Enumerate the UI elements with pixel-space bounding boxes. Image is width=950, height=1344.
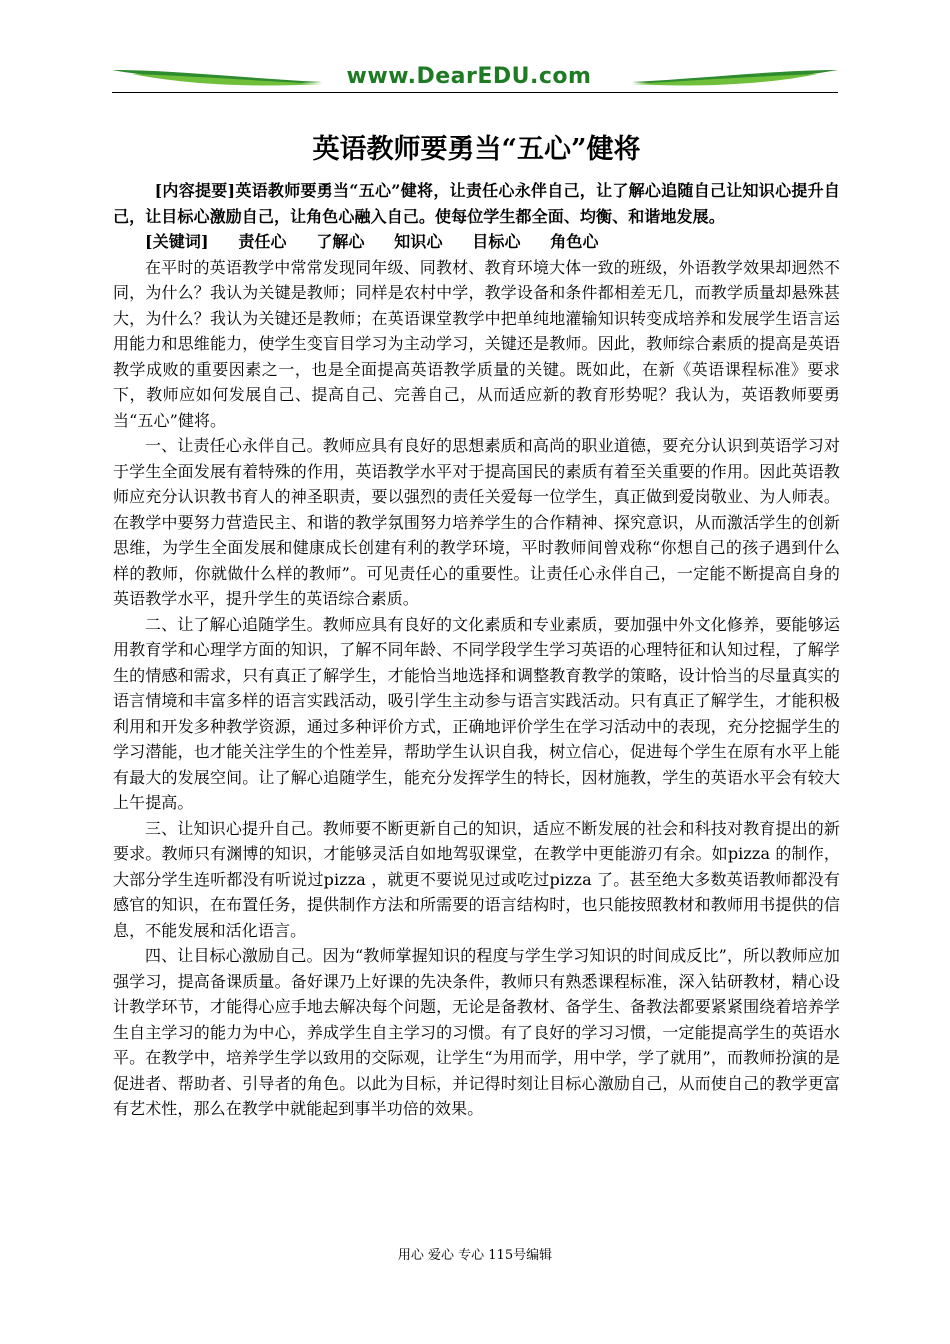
body-paragraph: 二、让了解心追随学生。教师应具有良好的文化素质和专业素质，要加强中外文化修养，要能够运用教育学和心理学方面的知识，了解不同年龄、不同学段学生学习英语的心理特征和认知过程，了解学生的情感和需求，只有真正了解学生，才能恰当地选择和调整教育教学的策略，设计恰当的尽量真实的语言情境和丰富多样的语言实践活动，吸引学生主动参与语言实践活动。只有真正了解学生，才能积极利用和开发多种教学资源，通过多种评价方式，正确地评价学生在学习活动中的表现，充分挖掘学生的学习潜能，也才能关注学生的个性差异，帮助学生认识自我，树立信心，促进每个学生在原有水平上能有最大的发展空间。让了解心追随学生，能充分发挥学生的特长，因材施教，学生的英语水平会有较大上午提高。 bbox=[113, 614, 840, 812]
body-paragraph: 三、让知识心提升自己。教师要不断更新自己的知识，适应不断发展的社会和科技对教育提出的新要求。教师只有渊博的知识，才能够灵活自如地驾驭课堂，在教学中更能游刃有余。如pizza 的制作，大部分学生连听都没有听说过pizza ，就更不要说见过或吃过pizza 了。甚至绝大多数英语教师都没有感官的知识，在布置任务，提供制作方法和所需要的语言结构时，也只能按照教材和教师用书提供的信息，不能发展和活化语言。 bbox=[113, 818, 840, 940]
article bbox=[113, 130, 840, 1122]
body-paragraph: 在平时的英语教学中常常发现同年级、同教材、教育环境大体一致的班级，外语教学效果却迥然不同，为什么？我认为关键是教师；同样是农村中学，教学设备和条件都相差无几，而教学质量却悬殊甚大，为什么？我认为关键还是教师；在英语课堂教学中把单纯地灌输知识转变成培养和发展学生语言运用能力和思维能力，使学生变盲目学习为主动学习，关键还是教师。因此，教师综合素质的提高是英语教学成败的重要因素之一，也是全面提高英语教学质量的关键。既如此，在新《英语课程标准》要求下，教师应如何发展自己、提高自己、完善自己，从而适应新的教育形势呢？我认为，英语教师要勇当“五心”健将。 bbox=[113, 257, 840, 430]
body-paragraph: 四、让目标心激励自己。因为“教师掌握知识的程度与学生学习知识的时间成反比”，所以教师应加强学习，提高备课质量。备好课乃上好课的先决条件，教师只有熟悉课程标准，深入钻研教材，精心设计教学环节，才能得心应手地去解决每个问题，无论是备教材、备学生、备教法都要紧紧围绕着培养学生自主学习的能力为中心，养成学生自主学习的习惯。有了良好的学习习惯，一定能提高学生的英语水平。在教学中，培养学生学以致用的交际观，让学生“为用而学，用中学，学了就用”，而教师扮演的是促进者、帮助者、引导者的角色。以此为目标，并记得时刻让目标心激励自己，从而使自己的教学更富有艺术性，那么在教学中就能起到事半功倍的效果。 bbox=[113, 946, 840, 1118]
abstract: [内容提要]英语教师要勇当“五心”健将，让责任心永伴自己，让了解心追随自己让知识心提升自己，让目标心激励自己，让角色心融入自己。使每位学生都全面、均衡、和谐地发展。 bbox=[113, 181, 840, 226]
keyword: 责任心 bbox=[238, 232, 287, 251]
article-title: 英语教师要勇当“五心”健将 bbox=[312, 134, 641, 165]
keyword: 角色心 bbox=[550, 232, 599, 251]
site-logo: www.DearEDU.com bbox=[346, 64, 592, 89]
keywords bbox=[113, 229, 840, 255]
header-divider bbox=[112, 92, 838, 93]
keyword: 了解心 bbox=[316, 232, 365, 251]
keyword: 知识心 bbox=[394, 232, 443, 251]
page-footer: 用心 爱心 专心 115号编辑 bbox=[397, 1248, 553, 1263]
keywords-label: [关键词] bbox=[145, 232, 209, 251]
body-paragraph: 一、让责任心永伴自己。教师应具有良好的思想素质和高尚的职业道德，要充分认识到英语学习对于学生全面发展有着特殊的作用，英语教学水平对于提高国民的素质有着至关重要的作用。因此英语教师应充分认识教书育人的神圣职责，要以强烈的责任关爱每一位学生，真正做到爱岗敬业、为人师表。在教学中要努力营造民主、和谐的教学氛围努力培养学生的合作精神、探究意识，从而激活学生的创新思维，为学生全面发展和健康成长创建有利的教学环境，平时教师间曾戏称“你想自己的孩子遇到什么样的教师，你就做什么样的教师”。可见责任心的重要性。让责任心永伴自己，一定能不断提高自身的英语教学水平，提升学生的英语综合素质。 bbox=[113, 436, 840, 608]
keyword: 目标心 bbox=[472, 232, 521, 251]
page-header bbox=[112, 62, 838, 96]
